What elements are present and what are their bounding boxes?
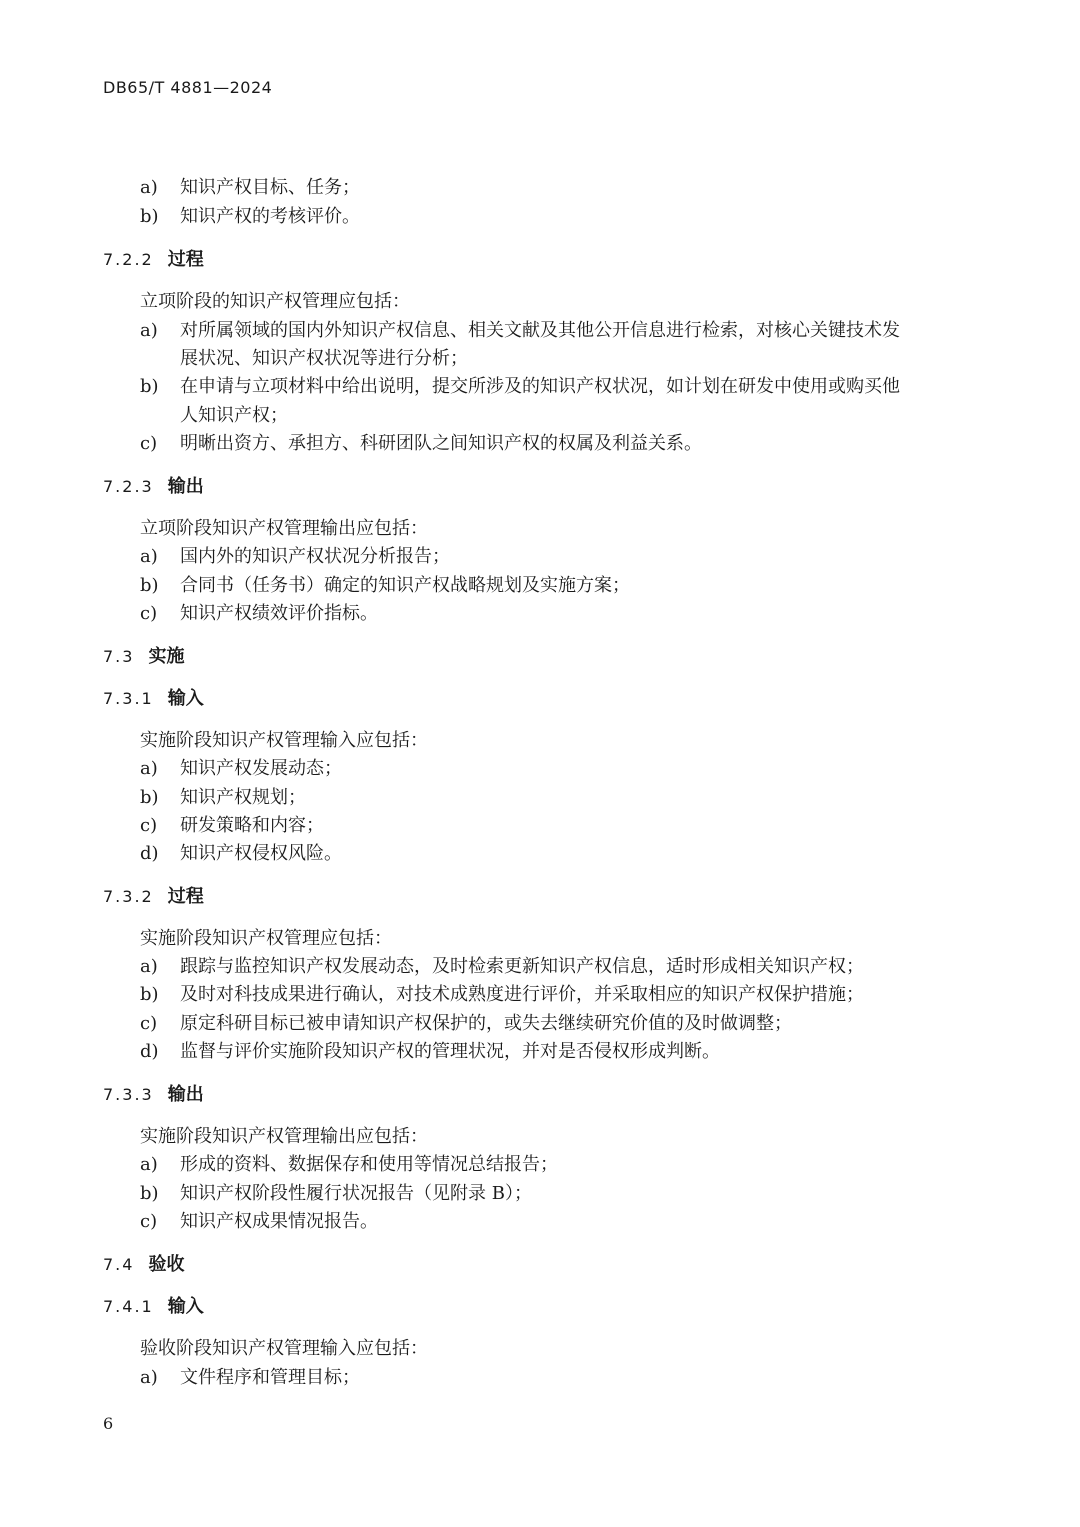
list-marker: c) (140, 603, 158, 624)
list-marker: a) (140, 758, 158, 779)
section-heading-7-3-2 (103, 885, 204, 909)
section-number: 7.3.2 (103, 887, 154, 906)
list-item: 知识产权侵权风险。 (180, 843, 342, 864)
section-title: 输出 (167, 1084, 204, 1105)
list-item: 监督与评价实施阶段知识产权的管理状况，并对是否侵权形成判断。 (180, 1041, 720, 1062)
list-marker: b) (140, 206, 159, 227)
list-marker: b) (140, 376, 159, 397)
section-heading-7-3-1 (103, 687, 204, 711)
list-marker: a) (140, 1367, 158, 1388)
section-heading-7-3 (103, 645, 184, 669)
list-item: 及时对科技成果进行确认，对技术成熟度进行评价，并采取相应的知识产权保护措施； (180, 984, 864, 1005)
section-title: 输入 (167, 1296, 204, 1317)
list-item: 知识产权阶段性履行状况报告（见附录 B）； (180, 1183, 532, 1204)
list-marker: c) (140, 433, 158, 454)
list-item: 明晰出资方、承担方、科研团队之间知识产权的权属及利益关系。 (180, 433, 702, 454)
section-heading-7-4 (103, 1253, 184, 1277)
document-code-header: DB65/T 4881—2024 (103, 78, 273, 97)
section-heading-7-2-2 (103, 248, 204, 272)
section-title: 输出 (167, 476, 204, 497)
section-intro: 实施阶段知识产权管理应包括： (140, 928, 392, 949)
section-number: 7.4.1 (103, 1297, 154, 1316)
section-heading-7-3-3 (103, 1083, 204, 1107)
list-item: 知识产权规划； (180, 787, 306, 808)
section-title: 输入 (167, 688, 204, 709)
section-title: 过程 (167, 249, 204, 270)
section-intro: 实施阶段知识产权管理输入应包括： (140, 730, 428, 751)
list-marker: b) (140, 575, 159, 596)
list-marker: d) (140, 1041, 159, 1062)
section-number: 7.3.3 (103, 1085, 154, 1104)
list-marker: b) (140, 1183, 159, 1204)
list-marker: a) (140, 320, 158, 341)
section-number: 7.4 (103, 1255, 135, 1274)
section-number: 7.3.1 (103, 689, 154, 708)
list-item: 知识产权绩效评价指标。 (180, 603, 378, 624)
page-number: 6 (103, 1414, 114, 1433)
list-item: 原定科研目标已被申请知识产权保护的，或失去继续研究价值的及时做调整； (180, 1013, 792, 1034)
section-title: 验收 (148, 1254, 185, 1275)
list-item: 在申请与立项材料中给出说明，提交所涉及的知识产权状况，如计划在研发中使用或购买他 (180, 376, 900, 397)
section-number: 7.3 (103, 647, 135, 666)
list-marker: b) (140, 787, 159, 808)
section-intro: 验收阶段知识产权管理输入应包括： (140, 1338, 428, 1359)
section-title: 实施 (148, 646, 185, 667)
section-number: 7.2.3 (103, 477, 154, 496)
list-marker: b) (140, 984, 159, 1005)
list-marker: c) (140, 1211, 158, 1232)
list-marker: a) (140, 956, 158, 977)
section-intro: 立项阶段的知识产权管理应包括： (140, 291, 410, 312)
list-item: 对所属领域的国内外知识产权信息、相关文献及其他公开信息进行检索，对核心关键技术发 (180, 320, 900, 341)
list-marker: d) (140, 843, 159, 864)
list-item-continuation: 展状况、知识产权状况等进行分析； (180, 348, 468, 369)
list-item: 研发策略和内容； (180, 815, 324, 836)
list-marker: a) (140, 546, 158, 567)
list-item: 国内外的知识产权状况分析报告； (180, 546, 450, 567)
list-item: 形成的资料、数据保存和使用等情况总结报告； (180, 1154, 558, 1175)
list-item-continuation: 人知识产权； (180, 405, 288, 426)
section-title: 过程 (167, 886, 204, 907)
list-item: 知识产权发展动态； (180, 758, 342, 779)
list-marker: c) (140, 1013, 158, 1034)
section-heading-7-4-1 (103, 1295, 204, 1319)
list-item: 文件程序和管理目标； (180, 1367, 360, 1388)
list-item: 知识产权的考核评价。 (180, 206, 360, 227)
section-heading-7-2-3 (103, 475, 204, 499)
list-item: 知识产权成果情况报告。 (180, 1211, 378, 1232)
list-marker: a) (140, 1154, 158, 1175)
list-item: 合同书（任务书）确定的知识产权战略规划及实施方案； (180, 575, 630, 596)
list-marker: c) (140, 815, 158, 836)
section-intro: 立项阶段知识产权管理输出应包括： (140, 518, 428, 539)
list-item: 跟踪与监控知识产权发展动态，及时检索更新知识产权信息，适时形成相关知识产权； (180, 956, 864, 977)
list-marker: a) (140, 177, 158, 198)
section-number: 7.2.2 (103, 250, 154, 269)
section-intro: 实施阶段知识产权管理输出应包括： (140, 1126, 428, 1147)
list-item: 知识产权目标、任务； (180, 177, 360, 198)
